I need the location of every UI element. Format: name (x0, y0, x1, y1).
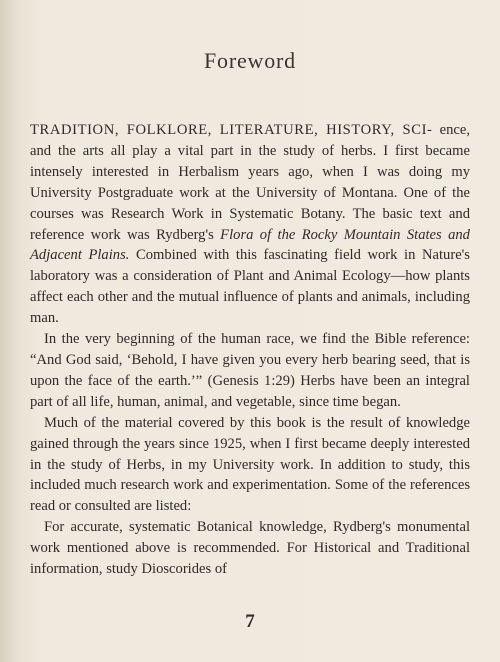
paragraph-3: Much of the material covered by this book is the result of knowledge gained through the years since 1925, when I first became deeply interested in the study of Herbs, in my University work. In addition to study, this included much research work and experimentation. Some of the references read or consulted are listed: (30, 414, 470, 515)
paragraph-1-lead: TRADITION, FOLKLORE, LITERATURE, HISTORY, SCI- (30, 122, 433, 138)
book-title-italic: Flora of the Rocky Mountain States and Adjacent Plains. (30, 226, 470, 264)
paragraph-1-text-after: Combined with this fascinating field work in Nature's laboratory was a consideration of Plant and Animal Ecology—how plants affect each other and the mutual influence of plants and animals, including man. (30, 247, 470, 327)
paragraph-4: For accurate, systematic Botanical knowledge, Rydberg's monumental work mentioned above is recommended. For Historical and Traditional information, study Dioscorides of (30, 519, 470, 578)
paragraph-1-text: ence, and the arts all play a vital part in the study of herbs. I first became intensely interested in Herbalism years ago, when I was doing my University Postgraduate work at the University of Montana. One of the courses was Research Work in Systematic Botany. The basic text and reference work was Rydberg's (30, 122, 470, 243)
page-number: 7 (245, 611, 255, 632)
page-title: Foreword (204, 48, 296, 73)
foreword-body (30, 120, 470, 580)
paragraph-1 (30, 120, 470, 329)
paragraph-2: In the very beginning of the human race, we find the Bible reference: “And God said, ‘Behold, I have given you every herb bearing seed, that is upon the face of the earth.’” (Genesis 1:29) Herbs have been an integral part of all life, human, animal, and vegetable, since time began. (30, 331, 470, 410)
